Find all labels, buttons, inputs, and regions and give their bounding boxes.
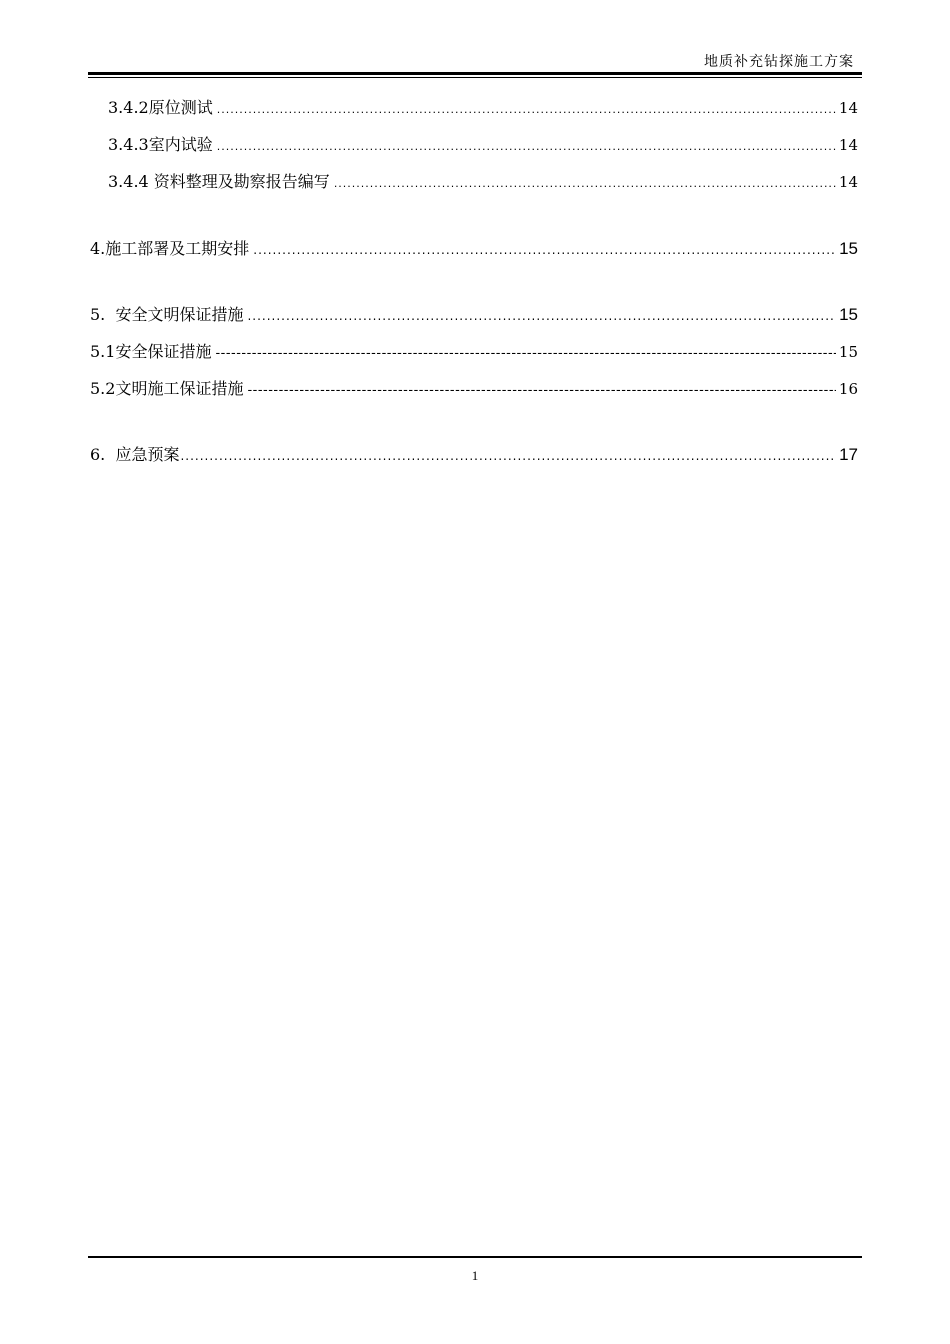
footer-rule: [88, 1256, 862, 1258]
toc-entry-6[interactable]: [90, 444, 858, 466]
toc-dot-leader: [217, 136, 836, 158]
toc-entry-page: 14: [838, 136, 858, 154]
toc-entry-label: 3.4.3室内试验: [108, 135, 213, 154]
header-rule: [88, 72, 862, 75]
toc-entry-5[interactable]: [90, 304, 858, 326]
toc-dot-leader: [247, 305, 836, 327]
toc-entry-label: 4.施工部署及工期安排: [90, 239, 250, 258]
toc-dot-leader: [334, 173, 836, 195]
toc-entry-label: 5.1安全保证措施: [90, 342, 212, 361]
toc-dash-leader: [215, 343, 835, 365]
toc-entry-page: 15: [838, 343, 858, 361]
toc-dash-leader: [247, 380, 835, 402]
running-header-title: 地质补充钻探施工方案: [704, 54, 854, 70]
toc-entry-label: 6. 应急预案: [90, 445, 180, 464]
toc-entry-3-4-3[interactable]: [108, 134, 858, 156]
toc-entry-page: 15: [839, 239, 858, 258]
toc-entry-5-2[interactable]: [90, 378, 858, 400]
toc-dot-leader: [217, 99, 836, 121]
toc-entry-3-4-4[interactable]: [108, 171, 858, 193]
toc-entry-5-1[interactable]: [90, 341, 858, 363]
toc-entry-4[interactable]: [90, 238, 858, 260]
toc-entry-page: 15: [839, 305, 858, 324]
toc-entry-label: 3.4.2原位测试: [108, 98, 213, 117]
toc-entry-label: 5.2文明施工保证措施: [90, 379, 244, 398]
toc-entry-page: 14: [838, 99, 858, 117]
page-number: 1: [471, 1268, 479, 1283]
header-rule-thin: [88, 77, 862, 78]
toc-entry-label: 5. 安全文明保证措施: [90, 305, 244, 324]
toc-entry-label: 3.4.4 资料整理及勘察报告编写: [108, 172, 330, 191]
toc-entry-page: 16: [838, 380, 858, 398]
toc-entry-3-4-2[interactable]: [108, 97, 858, 119]
toc-dot-leader: [253, 239, 836, 261]
toc-entry-page: 17: [839, 445, 858, 464]
toc-dot-leader: [180, 445, 836, 467]
toc-entry-page: 14: [838, 173, 858, 191]
